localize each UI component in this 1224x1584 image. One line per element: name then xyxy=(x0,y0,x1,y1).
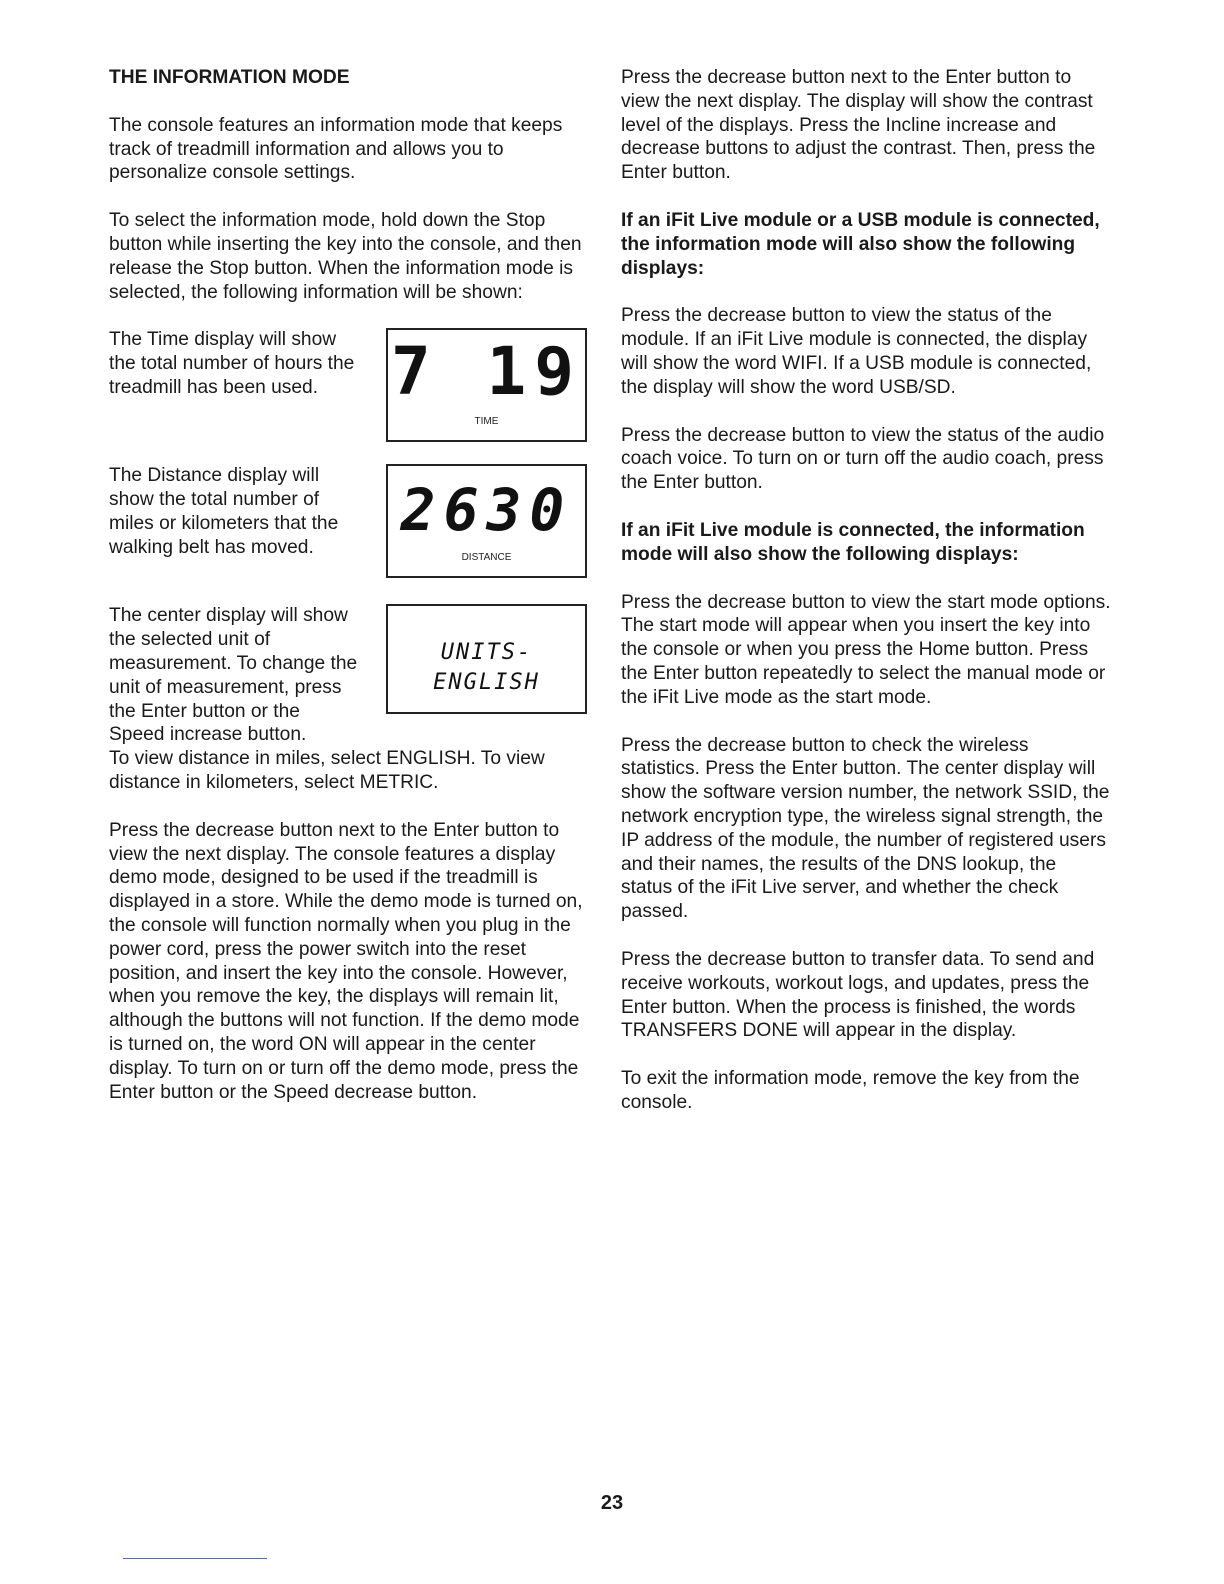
exit-mode-paragraph: To exit the information mode, remove the key from the console. xyxy=(621,1068,1080,1113)
audio-coach-paragraph: Press the decrease button to view the status of the audio coach voice. To turn on or turn off the audio coach, press the Enter button. xyxy=(621,424,1105,494)
ifit-live-subheading: If an iFit Live module is connected, the information mode will also show the following displays: xyxy=(621,519,1085,565)
time-display-label: TIME xyxy=(474,416,499,428)
module-status-paragraph: Press the decrease button to view the status of the module. If an iFit Live module is connected, the display will show the word WIFI. If a USB module is connected, the display will show the word USB/SD. xyxy=(621,305,1092,398)
select-mode-paragraph: To select the information mode, hold down the Stop button while inserting the key into the console, and then release the Stop button. When the information mode is selected, the following information will be shown: xyxy=(109,210,582,303)
transfer-data-paragraph: Press the decrease button to transfer data. To send and receive workouts, workout logs, and updates, press the Enter button. When the process is finished, the words TRANSFERS DONE will appear in the display. xyxy=(621,948,1095,1042)
section-heading: THE INFORMATION MODE xyxy=(109,67,350,88)
time-display-value: 7 19 xyxy=(391,333,582,411)
time-description: The Time display will show the total number of hours the treadmill has been used. xyxy=(109,329,355,398)
distance-display-value: 2630 xyxy=(400,476,573,545)
center-description: The center display will show the selected unit of measurement. To change the unit of measurement, press the Enter button or the Speed increase button. xyxy=(109,605,358,746)
time-figure-row xyxy=(109,328,591,440)
contrast-paragraph: Press the decrease button next to the Enter button to view the next display. The display will show the contrast level of the displays. Press the Incline increase and decrease buttons to adjust the contrast. Then, press the Enter button. xyxy=(621,67,1096,184)
left-column xyxy=(109,66,591,1128)
start-mode-paragraph: Press the decrease button to view the start mode options. The start mode will appear when you insert the key into the console or when you press the Home button. Press the Enter button repeatedly to select the manual mode or the iFit Live mode as the start mode. xyxy=(621,591,1111,708)
units-paragraph: To view distance in miles, select ENGLISH. To view distance in kilometers, select METRIC. xyxy=(109,748,545,793)
page-number: 23 xyxy=(600,1492,624,1514)
time-display-illustration xyxy=(386,328,587,442)
center-display-value: UNITS- ENGLISH xyxy=(433,640,540,696)
distance-display-label: DISTANCE xyxy=(461,552,512,564)
center-display-illustration xyxy=(386,604,587,714)
distance-description: The Distance display will show the total number of miles or kilometers that the walking belt has moved. xyxy=(109,465,339,558)
distance-display-illustration xyxy=(386,464,587,578)
ifit-usb-subheading: If an iFit Live module or a USB module is connected, the information mode will also show the following displays: xyxy=(621,209,1100,279)
intro-paragraph: The console features an information mode that keeps track of treadmill information and allows you to personalize console settings. xyxy=(109,114,563,184)
center-figure-row xyxy=(109,604,591,747)
footer-rule xyxy=(123,1558,267,1559)
demo-mode-paragraph: Press the decrease button next to the Enter button to view the next display. The console features a display demo mode, designed to be used if the treadmill is displayed in a store. While the demo mode is turned on, the console will function normally when you plug in the power cord, press the power switch into the reset position, and insert the key into the console. However, when you remove the key, the displays will remain lit, although the buttons will not function. If the demo mode is turned on, the word ON will appear in the center display. To turn on or turn off the demo mode, press the Enter button or the Speed decrease button. xyxy=(109,819,583,1103)
wireless-stats-paragraph: Press the decrease button to check the wireless statistics. Press the Enter button. The center display will show the software version number, the network SSID, the network encryption type, the wireless signal strength, the IP address of the module, the number of registered users and their names, the results of the DNS lookup, the status of the iFit Live server, and whether the check passed. xyxy=(621,734,1110,923)
right-column xyxy=(621,66,1111,1139)
distance-figure-row xyxy=(109,464,591,576)
